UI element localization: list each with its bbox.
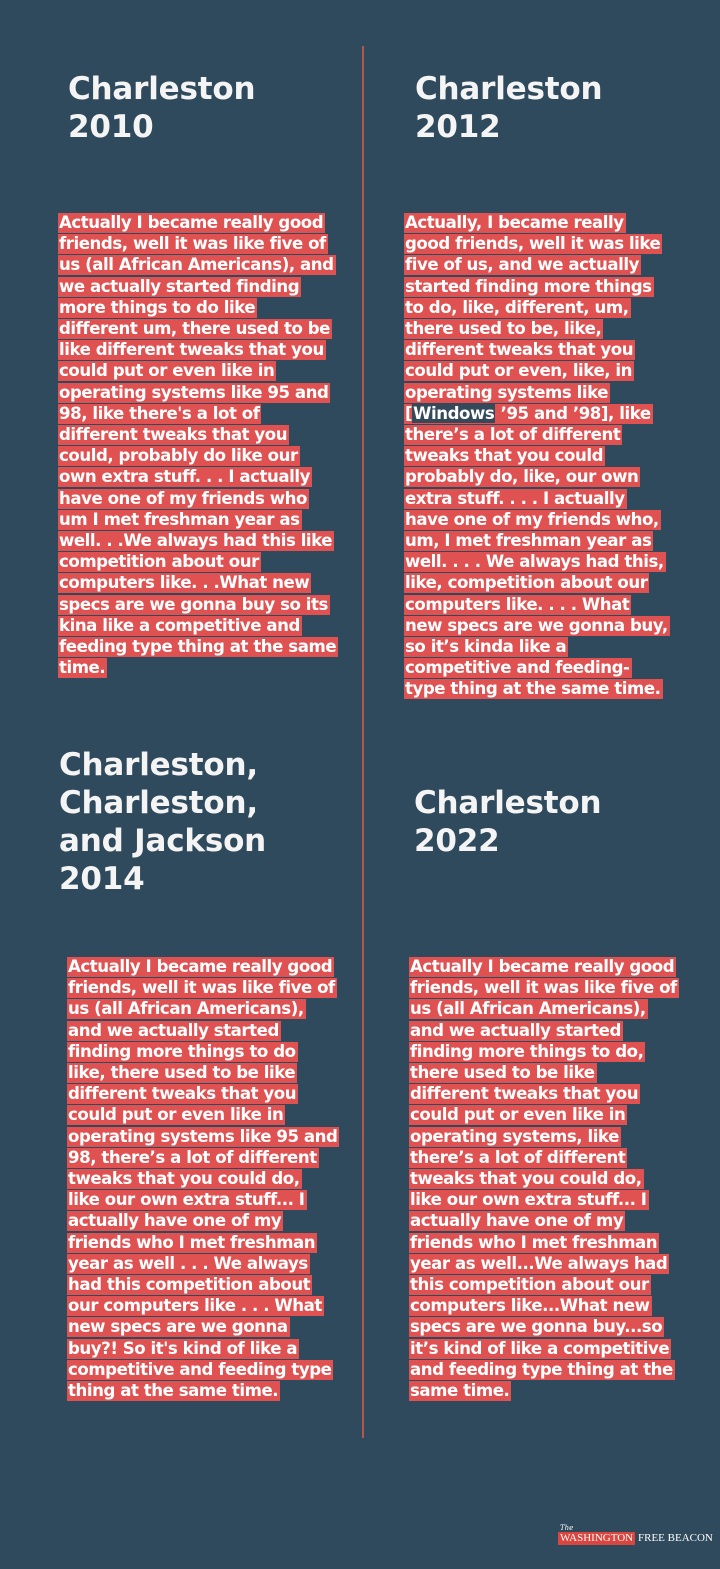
highlighted-text: year as well . . . We always: [68, 1253, 308, 1273]
highlighted-text: and feeding type thing at the: [410, 1359, 673, 1379]
highlighted-text: competitive and feeding type: [68, 1359, 332, 1379]
quote-line: [409, 1168, 679, 1189]
highlighted-text: there used to be like: [410, 1063, 595, 1083]
heading-line: 2022: [414, 823, 500, 859]
highlighted-text: could put or even, like, in: [405, 361, 633, 381]
quote-line: [58, 594, 338, 615]
highlighted-text: feeding type thing at the same: [59, 637, 337, 657]
highlighted-text: computers like...What new: [410, 1296, 650, 1316]
quote-line: [58, 424, 338, 445]
quote-line: [404, 466, 670, 487]
quote-line: [58, 382, 338, 403]
quote-line: [409, 1147, 679, 1168]
quote-line: [409, 1210, 679, 1231]
highlighted-text: friends who I met freshman: [68, 1232, 316, 1252]
quote-line: [409, 1083, 679, 1104]
highlighted-text: so it’s kinda like a: [405, 637, 567, 657]
highlighted-text: competitive and feeding-: [405, 658, 630, 678]
highlighted-text: our computers like . . . What: [68, 1296, 322, 1316]
highlighted-text: computers like. . .What new: [59, 573, 310, 593]
quote-line: [58, 615, 338, 636]
quote-line: [404, 297, 670, 318]
quote-line: [404, 530, 670, 551]
quote-line: [404, 657, 670, 678]
heading-line: Charleston: [415, 71, 603, 107]
quote-line: [409, 1041, 679, 1062]
highlighted-text: tweaks that you could do,: [410, 1169, 642, 1189]
washington-free-beacon-logo: [558, 1524, 716, 1546]
quote-line: [58, 509, 338, 530]
quote-line: [58, 318, 338, 339]
highlighted-text: actually have one of my: [68, 1211, 282, 1231]
quote-line: [67, 1380, 339, 1401]
highlighted-text: different tweaks that you: [68, 1084, 297, 1104]
highlighted-text: there used to be, like,: [405, 319, 602, 339]
highlighted-text: Actually I became really good: [59, 213, 324, 232]
quote-line: [404, 318, 670, 339]
highlighted-text: actually have one of my: [410, 1211, 624, 1231]
quote-line: [404, 360, 670, 381]
quote-line: [404, 276, 670, 297]
quote-line: [67, 1083, 339, 1104]
quote-line: [58, 530, 338, 551]
highlighted-text: finding more things to do,: [410, 1041, 644, 1061]
highlighted-text: like, there used to be like: [68, 1063, 296, 1083]
quote-line: [409, 1338, 679, 1359]
highlighted-text: buy?! So it's kind of like a: [68, 1338, 298, 1358]
quote-line: [404, 572, 670, 593]
logo-free-beacon: FREE BEACON: [638, 1532, 713, 1544]
quote-line: [58, 297, 338, 318]
quote-line: [409, 956, 679, 977]
highlighted-text: friends, well it was like five of: [68, 978, 335, 998]
highlighted-text: computers like. . . . What: [405, 594, 630, 614]
quote-line: [409, 1189, 679, 1210]
highlighted-text: could, probably do like our: [59, 446, 298, 466]
quote-line: [409, 1104, 679, 1125]
quote-line: [404, 636, 670, 657]
heading-line: Charleston,: [59, 747, 258, 783]
highlighted-text: could put or even like in: [410, 1105, 626, 1125]
logo-washington: WASHINGTON: [560, 1532, 634, 1544]
highlighted-text: us (all African Americans), and: [59, 255, 334, 275]
heading-line: and Jackson: [59, 823, 267, 859]
quote-line: [67, 1062, 339, 1083]
highlighted-text: Actually I became really good: [68, 957, 333, 976]
selected-word: Windows: [413, 403, 495, 423]
highlighted-text: good friends, well it was like: [405, 234, 661, 254]
quote-line: [404, 551, 670, 572]
highlighted-text: more things to do like: [59, 297, 256, 317]
highlighted-text: have one of my friends who,: [405, 509, 659, 529]
highlighted-text: different tweaks that you: [410, 1084, 639, 1104]
quote-charleston-2022: [409, 956, 679, 1401]
highlighted-text: year as well...We always had: [410, 1253, 668, 1273]
highlighted-text: same time.: [410, 1381, 510, 1401]
highlighted-text: own extra stuff. . . I actually: [59, 467, 310, 487]
highlighted-text: um, I met freshman year as: [405, 531, 652, 551]
highlighted-text: like, competition about our: [405, 573, 648, 593]
quote-line: [58, 233, 338, 254]
quote-line: [58, 445, 338, 466]
quote-line: [67, 1041, 339, 1062]
highlighted-text: operating systems like 95 and: [59, 382, 329, 402]
highlighted-text: it’s kind of like a competitive: [410, 1338, 670, 1358]
highlighted-text: tweaks that you could do,: [68, 1169, 300, 1189]
highlighted-text: operating systems, like: [410, 1126, 619, 1146]
quote-line: [409, 998, 679, 1019]
quote-line: [67, 1189, 339, 1210]
quote-line: [58, 636, 338, 657]
logo-the: The: [560, 1524, 574, 1532]
quote-line: [58, 551, 338, 572]
highlighted-text: time.: [59, 658, 106, 678]
quote-line: [409, 1274, 679, 1295]
quote-line: [404, 212, 670, 233]
heading-line: Charleston: [414, 785, 602, 821]
quote-line: [58, 488, 338, 509]
quote-line: [404, 339, 670, 360]
highlighted-text: friends, well it was like five of: [410, 978, 677, 998]
highlighted-text: to do, like, different, um,: [405, 297, 629, 317]
quote-line: [67, 1147, 339, 1168]
heading-line: Charleston,: [59, 785, 258, 821]
highlighted-text: new specs are we gonna buy,: [405, 615, 668, 635]
quote-line: [67, 1338, 339, 1359]
quote-line: [404, 424, 670, 445]
heading-line: 2014: [59, 861, 145, 897]
quote-line: [67, 1168, 339, 1189]
quote-line: [404, 382, 670, 403]
highlighted-text: could put or even like in: [59, 361, 275, 381]
panel-heading-charleston-2010: [68, 70, 255, 146]
highlighted-text: different tweaks that you: [59, 425, 288, 445]
quote-line: [404, 403, 670, 424]
highlighted-text: 98, there’s a lot of different: [68, 1147, 317, 1167]
highlighted-text: well. . .We always had this like: [59, 531, 333, 551]
highlighted-text: different tweaks that you: [405, 340, 634, 360]
highlighted-text: we actually started finding: [59, 276, 300, 296]
quote-line: [404, 615, 670, 636]
quote-line: [404, 594, 670, 615]
quote-line: [67, 1274, 339, 1295]
quote-line: [409, 1380, 679, 1401]
highlighted-text: um I met freshman year as: [59, 509, 300, 529]
center-divider: [362, 46, 364, 1438]
quote-line: [67, 998, 339, 1019]
quote-line: [67, 1316, 339, 1337]
quote-line: [67, 1126, 339, 1147]
quote-line: [67, 1295, 339, 1316]
highlighted-text: extra stuff. . . . I actually: [405, 488, 625, 508]
quote-line: [409, 1359, 679, 1380]
quote-line: [67, 1020, 339, 1041]
quote-line: [409, 1232, 679, 1253]
highlighted-text: there’s a lot of different: [410, 1147, 626, 1167]
panel-heading-charleston-2012: [415, 70, 602, 146]
highlighted-text: well. . . . We always had this,: [405, 552, 664, 572]
panel-heading-charleston-jackson-2014: [59, 746, 266, 898]
quote-line: [67, 1232, 339, 1253]
highlighted-text: like different tweaks that you: [59, 340, 324, 360]
quote-line: [67, 1253, 339, 1274]
quote-line: [58, 212, 338, 233]
quote-charleston-2010: [58, 212, 338, 678]
highlighted-text: there’s a lot of different: [405, 425, 621, 445]
highlighted-text: kina like a competitive and: [59, 615, 300, 635]
quote-charleston-jackson-2014: [67, 956, 339, 1401]
highlighted-text: 98, like there's a lot of: [59, 403, 260, 423]
quote-line: [409, 1126, 679, 1147]
highlighted-text: Actually, I became really: [405, 213, 624, 232]
quote-line: [404, 445, 670, 466]
panel-heading-charleston-2022: [414, 784, 601, 860]
quote-line: [58, 572, 338, 593]
highlighted-text: us (all African Americans),: [68, 999, 304, 1019]
highlighted-text: competition about our: [59, 552, 259, 572]
highlighted-text: different um, there used to be: [59, 319, 330, 339]
quote-line: [404, 509, 670, 530]
quote-line: [58, 254, 338, 275]
highlighted-text: probably do, like, our own: [405, 467, 639, 487]
quote-line: [409, 977, 679, 998]
highlighted-text: and we actually started: [68, 1020, 279, 1040]
highlighted-text: five of us, and we actually: [405, 255, 639, 275]
heading-line: 2012: [415, 109, 501, 145]
highlighted-text: operating systems like: [405, 382, 609, 402]
highlighted-text: finding more things to do: [68, 1041, 296, 1061]
quote-line: [404, 678, 670, 699]
highlighted-text: thing at the same time.: [68, 1381, 279, 1401]
highlighted-text: friends, well it was like five of: [59, 234, 326, 254]
quote-line: [58, 403, 338, 424]
quote-line: [404, 233, 670, 254]
highlighted-text: this competition about our: [410, 1275, 649, 1295]
highlighted-text: friends who I met freshman: [410, 1232, 658, 1252]
quote-line: [58, 276, 338, 297]
quote-line: [58, 360, 338, 381]
highlighted-text: Actually I became really good: [410, 957, 675, 976]
heading-line: 2010: [68, 109, 154, 145]
quote-line: [58, 466, 338, 487]
quote-line: [67, 977, 339, 998]
quote-line: [409, 1062, 679, 1083]
quote-line: [67, 956, 339, 977]
highlighted-text: operating systems like 95 and: [68, 1126, 338, 1146]
highlighted-text: type thing at the same time.: [405, 679, 661, 699]
quote-line: [409, 1020, 679, 1041]
quote-line: [409, 1316, 679, 1337]
quote-line: [67, 1359, 339, 1380]
quote-line: [58, 339, 338, 360]
quote-line: [58, 657, 338, 678]
highlighted-text: new specs are we gonna: [68, 1317, 288, 1337]
quote-line: [67, 1210, 339, 1231]
quote-line: [409, 1253, 679, 1274]
quote-line: [404, 254, 670, 275]
quote-line: [409, 1295, 679, 1316]
highlighted-text: us (all African Americans),: [410, 999, 646, 1019]
heading-line: Charleston: [68, 71, 256, 107]
highlighted-text: had this competition about: [68, 1275, 311, 1295]
quote-line: [67, 1104, 339, 1125]
highlighted-text: like our own extra stuff... I: [68, 1190, 305, 1210]
highlighted-text: specs are we gonna buy...so: [410, 1317, 663, 1337]
highlighted-text: like our own extra stuff... I: [410, 1190, 647, 1210]
highlighted-text: and we actually started: [410, 1020, 621, 1040]
highlighted-text: started finding more things: [405, 276, 652, 296]
highlighted-text: have one of my friends who: [59, 488, 307, 508]
highlighted-text: [Windows ’95 and ’98], like: [405, 403, 651, 423]
quote-line: [404, 488, 670, 509]
highlighted-text: specs are we gonna buy so its: [59, 594, 328, 614]
highlighted-text: could put or even like in: [68, 1105, 284, 1125]
quote-charleston-2012: [404, 212, 670, 700]
highlighted-text: tweaks that you could: [405, 446, 604, 466]
